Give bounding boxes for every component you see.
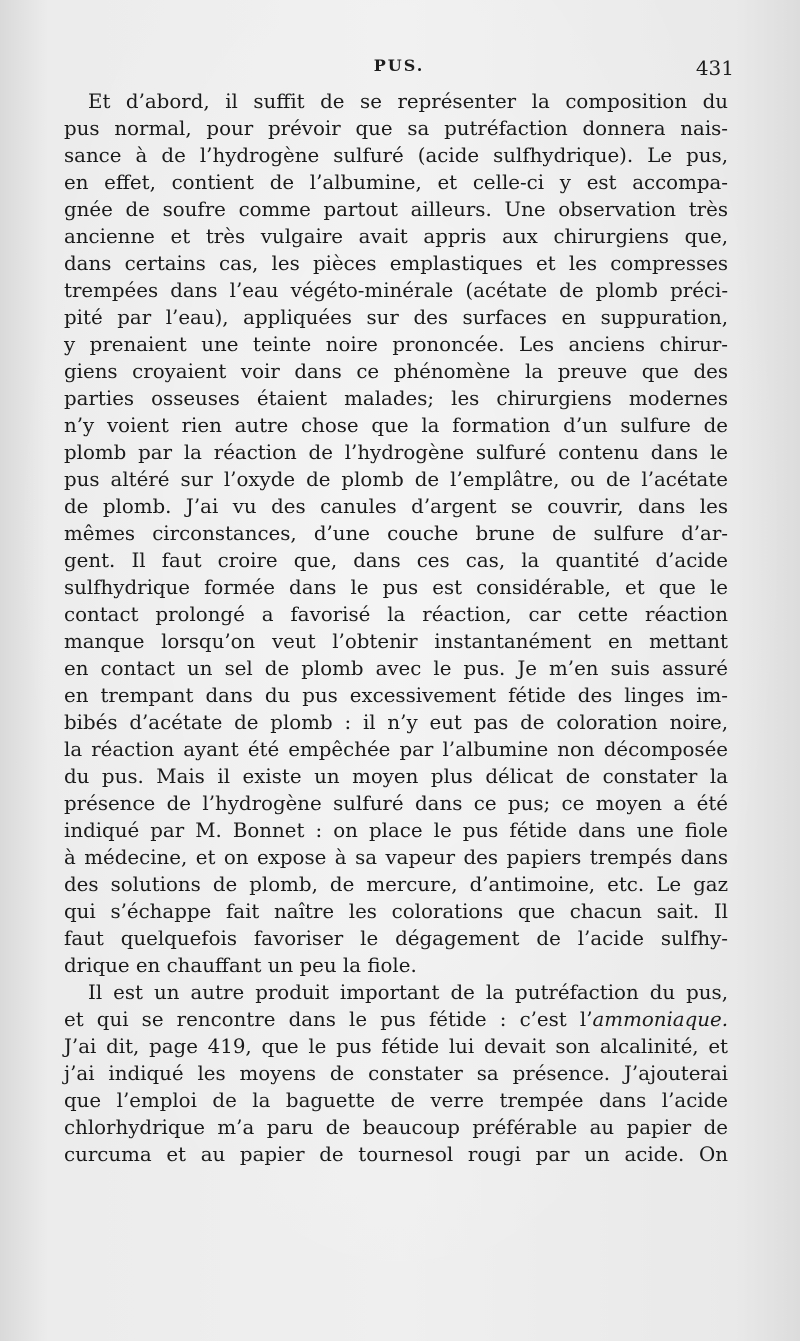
text-line: chlorhydrique m’a paru de beaucoup préférable au papier de <box>64 1116 728 1139</box>
page-header <box>64 56 734 86</box>
text-line: sulfhydrique formée dans le pus est considérable, et que le <box>64 576 728 599</box>
text-line: qui s’échappe fait naître les colorations que chacun sait. Il <box>64 900 728 923</box>
italic-term: ammoniaque. <box>592 1008 728 1031</box>
text-line: dans certains cas, les pièces emplastiques et les compresses <box>64 252 728 275</box>
text-line: J’ai dit, page 419, que le pus fétide lui devait son alcalinité, et <box>64 1035 728 1058</box>
text-line <box>64 1006 728 1033</box>
text-line: sance à de l’hydrogène sulfuré (acide sulfhydrique). Le pus, <box>64 144 728 167</box>
text-line: du pus. Mais il existe un moyen plus délicat de constater la <box>64 765 728 788</box>
paragraph-1 <box>64 88 728 979</box>
text-line: des solutions de plomb, de mercure, d’antimoine, etc. Le gaz <box>64 873 728 896</box>
text-line: drique en chauffant un peu la fiole. <box>64 954 417 977</box>
text-line: giens croyaient voir dans ce phénomène la preuve que des <box>64 360 728 383</box>
text-line: trempées dans l’eau végéto-minérale (acétate de plomb préci- <box>64 279 728 302</box>
text-line: bibés d’acétate de plomb : il n’y eut pas de coloration noire, <box>64 711 728 734</box>
text-line: Et d’abord, il suffit de se représenter la composition du <box>88 90 728 113</box>
text-line: curcuma et au papier de tournesol rougi par un acide. On <box>64 1143 728 1166</box>
text-line: j’ai indiqué les moyens de constater sa présence. J’ajouterai <box>64 1062 728 1085</box>
text-line: pité par l’eau), appliquées sur des surfaces en suppuration, <box>64 306 728 329</box>
text-line: manque lorsqu’on veut l’obtenir instantanément en mettant <box>64 630 728 653</box>
text-line: de plomb. J’ai vu des canules d’argent se couvrir, dans les <box>64 495 728 518</box>
text-line: n’y voient rien autre chose que la formation d’un sulfure de <box>64 414 728 437</box>
text-line: contact prolongé a favorisé la réaction, car cette réaction <box>64 603 728 626</box>
paragraph-2 <box>64 979 728 1168</box>
text-line: que l’emploi de la baguette de verre trempée dans l’acide <box>64 1089 728 1112</box>
text-line: présence de l’hydrogène sulfuré dans ce pus; ce moyen a été <box>64 792 728 815</box>
text-line: en effet, contient de l’albumine, et celle-ci y est accompa- <box>64 171 728 194</box>
text-line: en contact un sel de plomb avec le pus. Je m’en suis assuré <box>64 657 728 680</box>
text-line: pus altéré sur l’oxyde de plomb de l’emplâtre, ou de l’acétate <box>64 468 728 491</box>
text-line: ancienne et très vulgaire avait appris aux chirurgiens que, <box>64 225 728 248</box>
text-line: plomb par la réaction de l’hydrogène sulfuré contenu dans le <box>64 441 728 464</box>
text-fragment: et qui se rencontre dans le pus fétide : c’est l’ <box>64 1008 593 1031</box>
body-text <box>64 88 728 1168</box>
text-line: y prenaient une teinte noire prononcée. Les anciens chirur- <box>64 333 728 356</box>
text-line: pus normal, pour prévoir que sa putréfaction donnera nais- <box>64 117 728 140</box>
text-line: mêmes circonstances, d’une couche brune de sulfure d’ar- <box>64 522 728 545</box>
text-line: gent. Il faut croire que, dans ces cas, la quantité d’acide <box>64 549 728 572</box>
text-line: parties osseuses étaient malades; les chirurgiens modernes <box>64 387 728 410</box>
text-line: faut quelquefois favoriser le dégagement de l’acide sulfhy- <box>64 927 728 950</box>
text-line: Il est un autre produit important de la putréfaction du pus, <box>88 981 728 1004</box>
text-line: la réaction ayant été empêchée par l’albumine non décomposée <box>64 738 728 761</box>
text-line: en trempant dans du pus excessivement fétide des linges im- <box>64 684 728 707</box>
text-line: gnée de soufre comme partout ailleurs. Une observation très <box>64 198 728 221</box>
text-line: à médecine, et on expose à sa vapeur des papiers trempés dans <box>64 846 728 869</box>
text-line: indiqué par M. Bonnet : on place le pus fétide dans une fiole <box>64 819 728 842</box>
page-number: 431 <box>695 56 734 80</box>
running-head: PUS. <box>373 56 425 75</box>
